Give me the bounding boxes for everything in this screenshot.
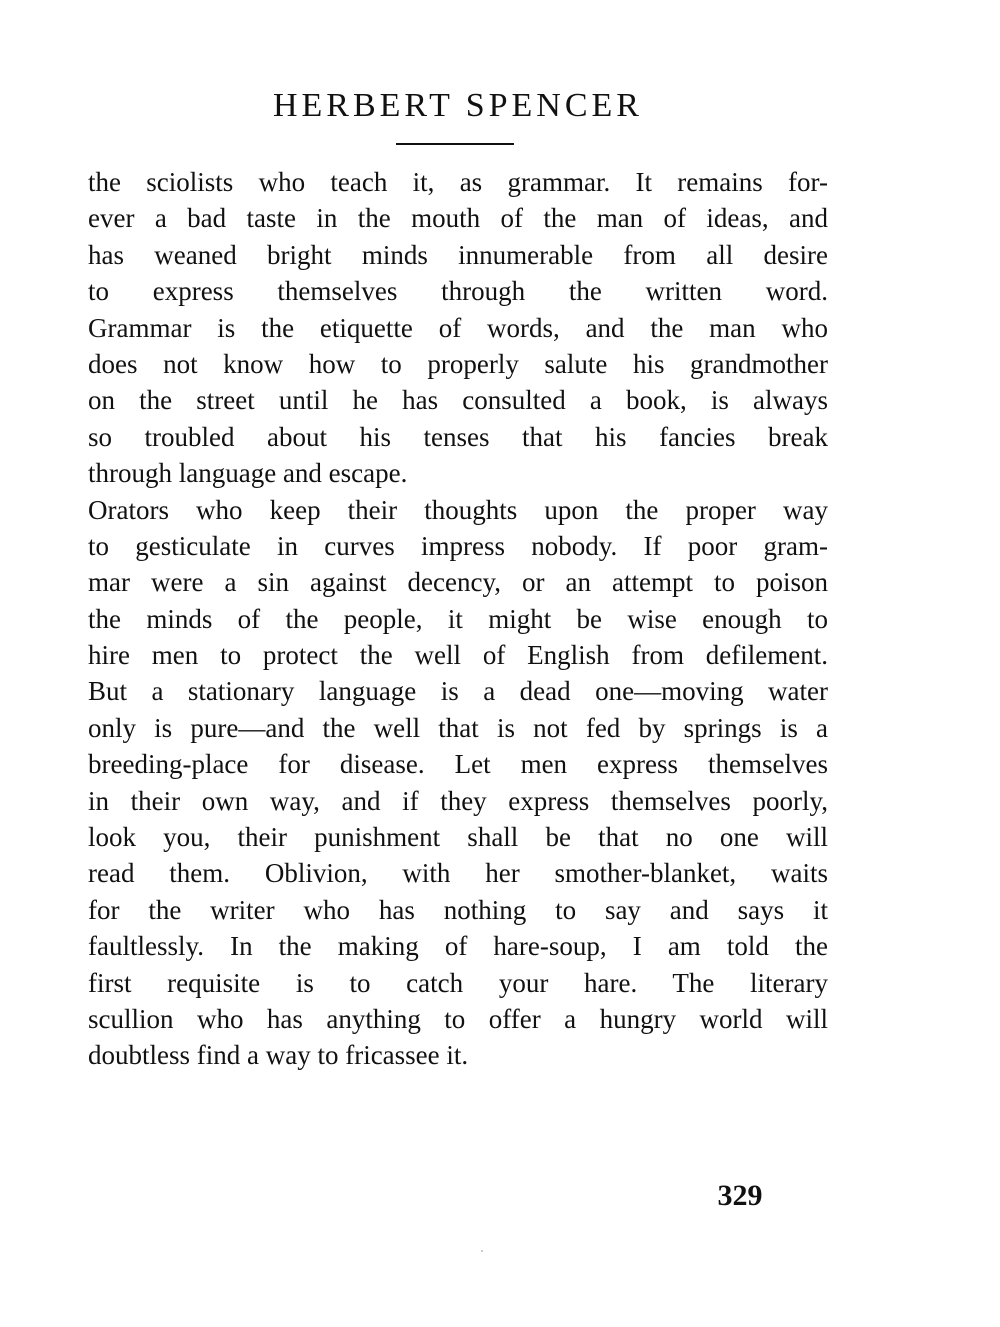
running-head: HERBERT SPENCER [272,87,643,124]
text-line: in their own way, and if they express themselves poorly, [88,785,828,816]
text-line: breeding-place for disease. Let men express themselves [88,749,828,780]
text-line: to gesticulate in curves impress nobody. If poor gram- [88,530,828,561]
text-line: the sciolists who teach it, as grammar. It remains for- [88,167,828,197]
text-line: doubtless find a way to fricassee it. [88,1040,469,1071]
text-line: mar were a sin against decency, or an attempt to poison [88,567,828,598]
body-text [88,164,828,1074]
text-line: faultlessly. In the making of hare-soup, I am told the [88,931,828,962]
text-line: ever a bad taste in the mouth of the man of ideas, and [88,203,828,234]
text-line: Grammar is the etiquette of words, and the man who [88,312,828,343]
head-rule [396,143,514,145]
page-number: 329 [717,1179,763,1212]
text-line: scullion who has anything to offer a hungry world will [88,1003,828,1034]
text-line: hire men to protect the well of English from defilement. [88,640,828,671]
scan-speck [481,1250,483,1252]
text-line: But a stationary language is a dead one—moving water [88,676,828,707]
text-line: so troubled about his tenses that his fancies break [88,421,828,452]
text-line: first requisite is to catch your hare. The literary [88,967,828,998]
text-line: does not know how to properly salute his grandmother [88,348,828,379]
text-line: to express themselves through the written word. [88,276,828,307]
text-line: Orators who keep their thoughts upon the proper way [88,494,828,525]
text-line: through language and escape. [88,458,408,489]
text-line: look you, their punishment shall be that no one will [88,822,828,853]
text-line: for the writer who has nothing to say and says it [88,894,828,925]
text-line: on the street until he has consulted a book, is always [88,385,828,416]
text-line: has weaned bright minds innumerable from all desire [88,239,828,270]
text-line: only is pure—and the well that is not fed by springs is a [88,712,828,743]
text-line: read them. Oblivion, with her smother-blanket, waits [88,858,828,889]
text-line: the minds of the people, it might be wise enough to [88,603,828,634]
